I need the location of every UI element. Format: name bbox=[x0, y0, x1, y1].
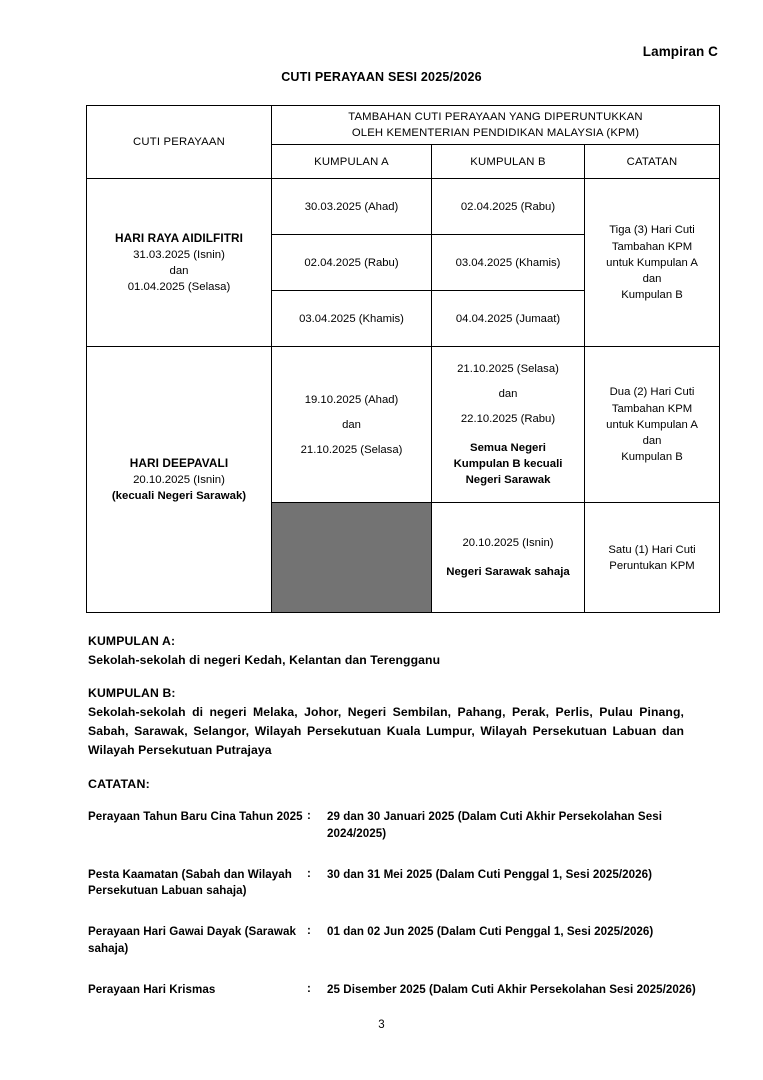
table-row bbox=[87, 179, 720, 235]
catatan-aidilfitri bbox=[585, 179, 720, 347]
catatan-section-title: CATATAN: bbox=[88, 777, 150, 791]
page-title: CUTI PERAYAAN SESI 2025/2026 bbox=[281, 70, 482, 84]
note-colon: : bbox=[307, 924, 311, 938]
kumpulan-b-date: 03.04.2025 (Khamis) bbox=[432, 235, 585, 291]
catatan-line: Kumpulan B bbox=[621, 288, 683, 301]
note-label: Perayaan Hari Gawai Dayak (Sarawak sahaja) bbox=[88, 925, 296, 955]
kumpulan-b-dates-deepavali bbox=[432, 347, 585, 503]
kumpulan-a-date: 30.03.2025 (Ahad) bbox=[272, 179, 432, 235]
column-header-catatan: CATATAN bbox=[585, 145, 720, 179]
note-colon: : bbox=[307, 866, 311, 880]
festival-exception-note: (kecuali Negeri Sarawak) bbox=[111, 489, 247, 502]
list-item bbox=[88, 867, 718, 901]
annex-label: Lampiran C bbox=[642, 44, 718, 59]
group-title-b: KUMPULAN B: bbox=[88, 685, 176, 700]
note-label: Perayaan Hari Krismas bbox=[88, 982, 216, 996]
catatan-deepavali-sarawak bbox=[585, 503, 720, 613]
group-block-b bbox=[88, 686, 684, 760]
note-value: 30 dan 31 Mei 2025 (Dalam Cuti Penggal 1, Sesi 2025/2026) bbox=[327, 867, 653, 881]
table-head bbox=[87, 106, 720, 179]
kumpulan-a-date-line: 21.10.2025 (Selasa) bbox=[300, 443, 403, 456]
table-row bbox=[87, 347, 720, 503]
festival-name-aidilfitri bbox=[87, 179, 272, 347]
festival-date-line-1: 31.03.2025 (Isnin) bbox=[133, 248, 225, 261]
kumpulan-b-date-line: 22.10.2025 (Rabu) bbox=[460, 412, 556, 425]
kumpulan-b-date: 04.04.2025 (Jumaat) bbox=[432, 291, 585, 347]
line-spacer bbox=[276, 433, 427, 442]
kumpulan-b-dates-sarawak bbox=[432, 503, 585, 613]
span-header-line-2: OLEH KEMENTERIAN PENDIDIKAN MALAYSIA (KPM) bbox=[351, 127, 640, 140]
span-header-line-1: TAMBAHAN CUTI PERAYAAN YANG DIPERUNTUKKAN bbox=[348, 111, 643, 123]
line-spacer bbox=[436, 402, 580, 411]
kumpulan-b-scope-line: Negeri Sarawak bbox=[465, 474, 551, 487]
kumpulan-b-date-line: 21.10.2025 (Selasa) bbox=[457, 362, 559, 375]
column-header-cuti-perayaan: CUTI PERAYAAN bbox=[87, 106, 272, 179]
note-value: 01 dan 02 Jun 2025 (Dalam Cuti Penggal 1, Sesi 2025/2026) bbox=[327, 925, 654, 939]
line-spacer bbox=[276, 408, 427, 417]
kumpulan-b-scope-line: Kumpulan B kecuali bbox=[453, 458, 563, 471]
group-block-a bbox=[88, 634, 684, 670]
column-header-tambahan-span bbox=[272, 106, 720, 145]
catatan-line: Kumpulan B bbox=[621, 450, 683, 463]
holiday-table bbox=[86, 105, 720, 613]
column-header-kumpulan-a: KUMPULAN A bbox=[272, 145, 432, 179]
column-header-kumpulan-b: KUMPULAN B bbox=[432, 145, 585, 179]
note-colon: : bbox=[307, 981, 311, 995]
holiday-table-container bbox=[86, 105, 719, 613]
kumpulan-a-conjunction: dan bbox=[342, 418, 361, 431]
kumpulan-b-date-line: 20.10.2025 (Isnin) bbox=[462, 536, 554, 549]
catatan-line: dan bbox=[642, 272, 662, 285]
kumpulan-b-scope-line: Negeri Sarawak sahaja bbox=[446, 565, 570, 578]
festival-title: HARI RAYA AIDILFITRI bbox=[114, 230, 244, 245]
catatan-section bbox=[88, 777, 718, 999]
catatan-line: untuk Kumpulan A bbox=[606, 256, 698, 269]
kumpulan-b-conjunction: dan bbox=[498, 387, 518, 400]
note-value: 29 dan 30 Januari 2025 (Dalam Cuti Akhir Persekolahan Sesi 2024/2025) bbox=[327, 810, 662, 840]
line-spacer bbox=[436, 551, 580, 564]
kumpulan-a-dates-deepavali bbox=[272, 347, 432, 503]
table-body bbox=[87, 179, 720, 613]
note-label: Pesta Kaamatan (Sabah dan Wilayah Persekutuan Labuan sahaja) bbox=[88, 867, 292, 898]
group-title-a: KUMPULAN A: bbox=[88, 634, 176, 648]
catatan-deepavali bbox=[585, 347, 720, 503]
note-value: 25 Disember 2025 (Dalam Cuti Akhir Persekolahan Sesi 2025/2026) bbox=[327, 982, 696, 996]
group-body-b: Sekolah-sekolah di negeri Melaka, Johor, Negeri Sembilan, Pahang, Perak, Perlis, Pulau Pinang, Sabah, Sarawak, Selangor, Wilayah Persekutuan Kuala Lumpur, Wilayah Persekutuan Labuan dan Wilayah Persekutuan Putrajaya bbox=[88, 704, 684, 757]
festival-title: HARI DEEPAVALI bbox=[129, 456, 229, 470]
festival-date-conjunction: dan bbox=[169, 264, 189, 277]
catatan-line: Tambahan KPM bbox=[611, 402, 693, 415]
kumpulan-b-date: 02.04.2025 (Rabu) bbox=[432, 179, 585, 235]
catatan-line: Tambahan KPM bbox=[611, 240, 693, 253]
page-number: 3 bbox=[378, 1019, 385, 1031]
line-spacer bbox=[436, 427, 580, 440]
catatan-line: Peruntukan KPM bbox=[609, 559, 695, 572]
catatan-line: Tiga (3) Hari Cuti bbox=[609, 224, 695, 237]
kumpulan-a-date: 02.04.2025 (Rabu) bbox=[272, 235, 432, 291]
table-header-row-1 bbox=[87, 106, 720, 145]
note-colon: : bbox=[307, 809, 311, 822]
line-spacer bbox=[436, 377, 580, 386]
festival-date-line-1: 20.10.2025 (Isnin) bbox=[133, 473, 225, 486]
kumpulan-a-date-line: 19.10.2025 (Ahad) bbox=[304, 393, 399, 406]
list-item bbox=[88, 982, 718, 999]
kumpulan-b-scope-line: Semua Negeri bbox=[470, 441, 546, 454]
catatan-line: Satu (1) Hari Cuti bbox=[608, 543, 696, 556]
kumpulan-a-date: 03.04.2025 (Khamis) bbox=[272, 291, 432, 347]
catatan-line: Dua (2) Hari Cuti bbox=[609, 386, 695, 399]
festival-date-line-2: 01.04.2025 (Selasa) bbox=[127, 281, 231, 294]
group-body-a: Sekolah-sekolah di negeri Kedah, Kelantan dan Terengganu bbox=[88, 653, 441, 667]
catatan-line: untuk Kumpulan A bbox=[606, 418, 698, 431]
kumpulan-a-not-applicable-cell bbox=[272, 503, 432, 613]
list-item bbox=[88, 924, 718, 958]
groups-section bbox=[88, 634, 684, 776]
note-label: Perayaan Tahun Baru Cina Tahun 2025 bbox=[88, 810, 303, 823]
catatan-line: dan bbox=[642, 434, 662, 447]
list-item bbox=[88, 809, 718, 843]
festival-name-deepavali bbox=[87, 347, 272, 613]
